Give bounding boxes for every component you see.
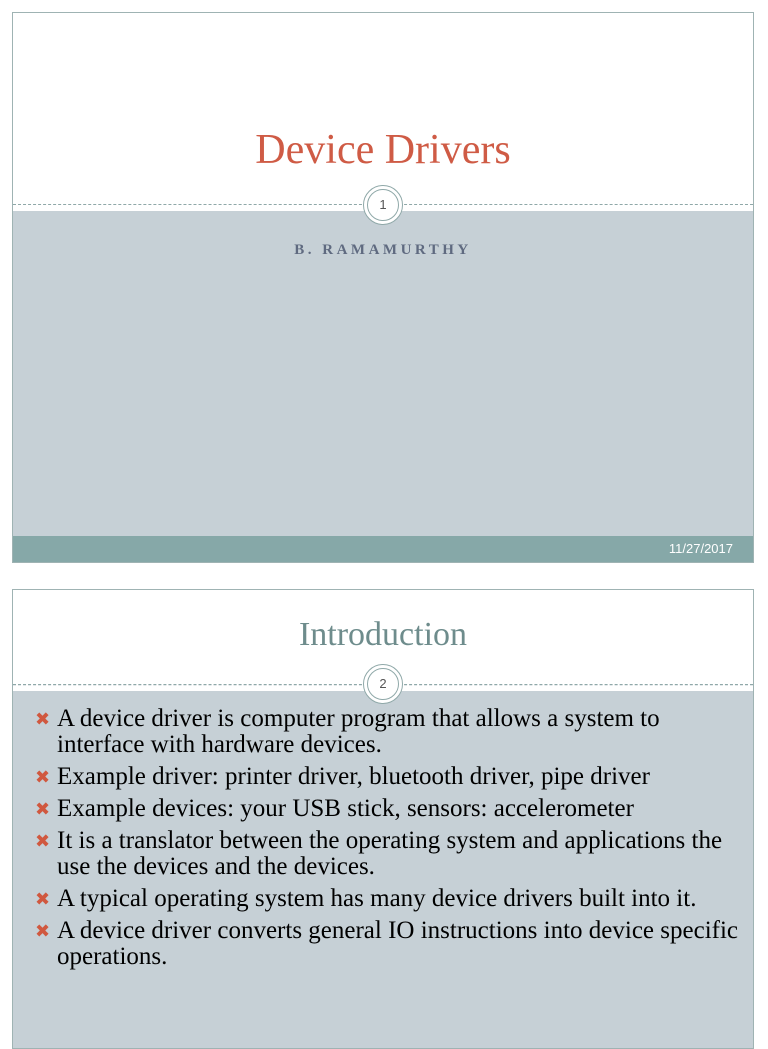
slide-1-title-area	[13, 13, 753, 211]
bullet-text: Example devices: your USB stick, sensors: accelerometer	[57, 795, 634, 822]
slide-2	[12, 589, 754, 1049]
slide-1-date: 11/27/2017	[668, 541, 733, 556]
x-mark-icon: ✖	[35, 799, 51, 820]
slide-1-number: 1	[367, 189, 399, 221]
slide-1-content-area	[13, 211, 753, 536]
bullet-item	[33, 764, 745, 790]
slide-1-title: Device Drivers	[255, 127, 511, 173]
slide-1-author: B. RAMAMURTHY	[294, 242, 472, 258]
bullet-item	[33, 886, 745, 912]
slide-1-footer	[13, 536, 753, 563]
slide-2-bullet-list	[33, 706, 745, 976]
x-mark-icon: ✖	[35, 767, 51, 788]
bullet-item	[33, 918, 745, 970]
bullet-item	[33, 796, 745, 822]
x-mark-icon: ✖	[35, 709, 51, 730]
slide-1-number-badge	[363, 185, 403, 225]
bullet-text: A device driver is computer program that allows a system to interface with hardware devices.	[57, 705, 660, 758]
bullet-text: A device driver converts general IO instructions into device specific operations.	[57, 917, 739, 970]
bullet-text: A typical operating system has many device drivers built into it.	[57, 885, 697, 912]
x-mark-icon: ✖	[35, 889, 51, 910]
slide-1	[12, 12, 754, 563]
x-mark-icon: ✖	[35, 921, 51, 942]
slide-2-number-badge	[363, 664, 403, 704]
x-mark-icon: ✖	[35, 831, 51, 852]
bullet-text: It is a translator between the operating system and applications the use the devices and the devices.	[57, 827, 723, 880]
slide-2-number: 2	[367, 668, 399, 700]
bullet-item	[33, 706, 745, 758]
bullet-text: Example driver: printer driver, bluetooth driver, pipe driver	[57, 763, 650, 790]
slide-2-title: Introduction	[298, 616, 468, 653]
bullet-item	[33, 828, 745, 880]
